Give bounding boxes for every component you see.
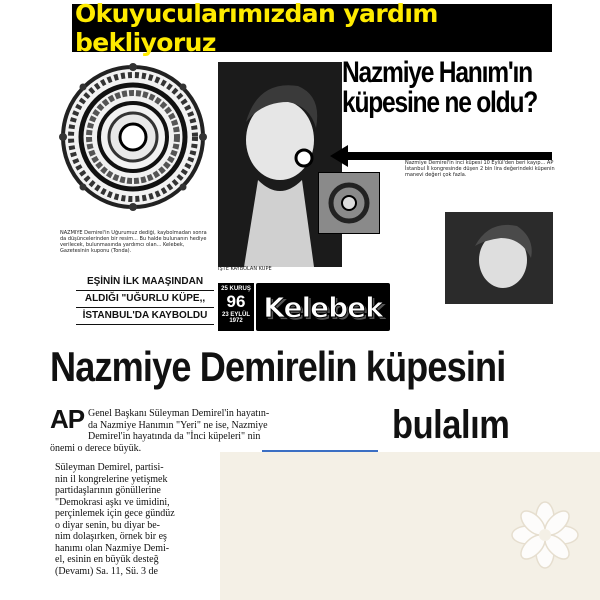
- article-line: nin il kongrelerine yetişmek: [55, 473, 168, 485]
- article-line: nim dolaşırken, örnek bir eş: [55, 531, 167, 542]
- headline-small-line1: Nazmiye Hanım'ın: [342, 56, 532, 89]
- article-line: Genel Başkanı Süleyman Demirel'in hayatın-: [88, 408, 270, 419]
- boxed-caption-line: EŞİNİN İLK MAAŞINDAN: [76, 274, 214, 291]
- headline-small: [342, 56, 538, 119]
- article-line: "Demokrasi aşkı ve ümidini,: [55, 496, 170, 508]
- portrait-photo: [218, 62, 342, 267]
- photo-caption: İŞTE KAYBOLAN KÜPE: [218, 266, 272, 272]
- article-line: el, esinin en büyük desteğ: [55, 554, 159, 565]
- boxed-caption: [76, 274, 214, 330]
- earring-inset-photo: [318, 172, 380, 234]
- article-line: partidaşlarının gönüllerine: [55, 485, 161, 496]
- banner: [72, 0, 552, 57]
- article-lead-tail: önemi o derece büyük.: [50, 443, 142, 454]
- earring-caption: NAZMIYE Demirel'in Uğurumuz dediği, kaybolmadan sonra da düşüncelerinden bir resim... Bu halde bulunanın hediye verilecek, bulunmasında yardımcı olan... Kelebek, Gazetesinin kuponu (Tonda).: [60, 230, 207, 254]
- article-line: hanımı olan Nazmiye Demi-: [55, 542, 170, 554]
- article-line: Süleyman Demirel, partisi-: [55, 462, 164, 473]
- ap-initial: AP: [50, 404, 85, 434]
- main-headline: Nazmiye Demirelin küpesini: [50, 343, 506, 390]
- article-line: (Devamı) Sa. 11, Sü. 3 de: [55, 565, 158, 577]
- headline-small-line2: küpesine ne oldu?: [342, 86, 538, 119]
- kelebek-logo: [256, 283, 390, 331]
- kelebek-date: 23 EYLÜL 1972: [221, 312, 250, 324]
- side-portrait-photo: [445, 212, 553, 304]
- article-lead: [88, 408, 388, 443]
- kelebek-number: 96: [226, 292, 246, 311]
- right-caption: Nazmiye Demirel'in inci küpesi 10 Eylül'den beri kayıp... AP İstanbul İl kongresinde düşen 2 bin lira değerindeki küpenin manevi değeri çok fazla.: [405, 160, 555, 178]
- article-line: Demirel'in hayatında da "İnci küpeleri" nin: [88, 431, 261, 442]
- earring-illustration: [58, 62, 208, 212]
- boxed-caption-line: İSTANBUL'DA KAYBOLDU: [76, 308, 214, 325]
- article-line: perçinlemek için gece gündüz: [55, 508, 175, 519]
- article-line: o diyar senin, bu diyar be-: [55, 519, 160, 531]
- article-line: da Nazmiye Hanımın "Yeri" ne ise, Nazmiye: [88, 419, 268, 431]
- flower-watermark-icon: [510, 500, 580, 570]
- kelebek-date-box: [218, 283, 254, 331]
- kelebek-price: 25 KURUŞ: [221, 286, 251, 292]
- main-headline-line2: bulalım: [392, 403, 510, 447]
- article-column: [55, 462, 245, 577]
- kelebek-logo-text: Kelebek: [263, 290, 383, 324]
- boxed-caption-line: ALDIĞI "UĞURLU KÜPE,,: [76, 291, 214, 308]
- banner-title: Okuyucularımızdan yardım bekliyoruz: [75, 0, 438, 57]
